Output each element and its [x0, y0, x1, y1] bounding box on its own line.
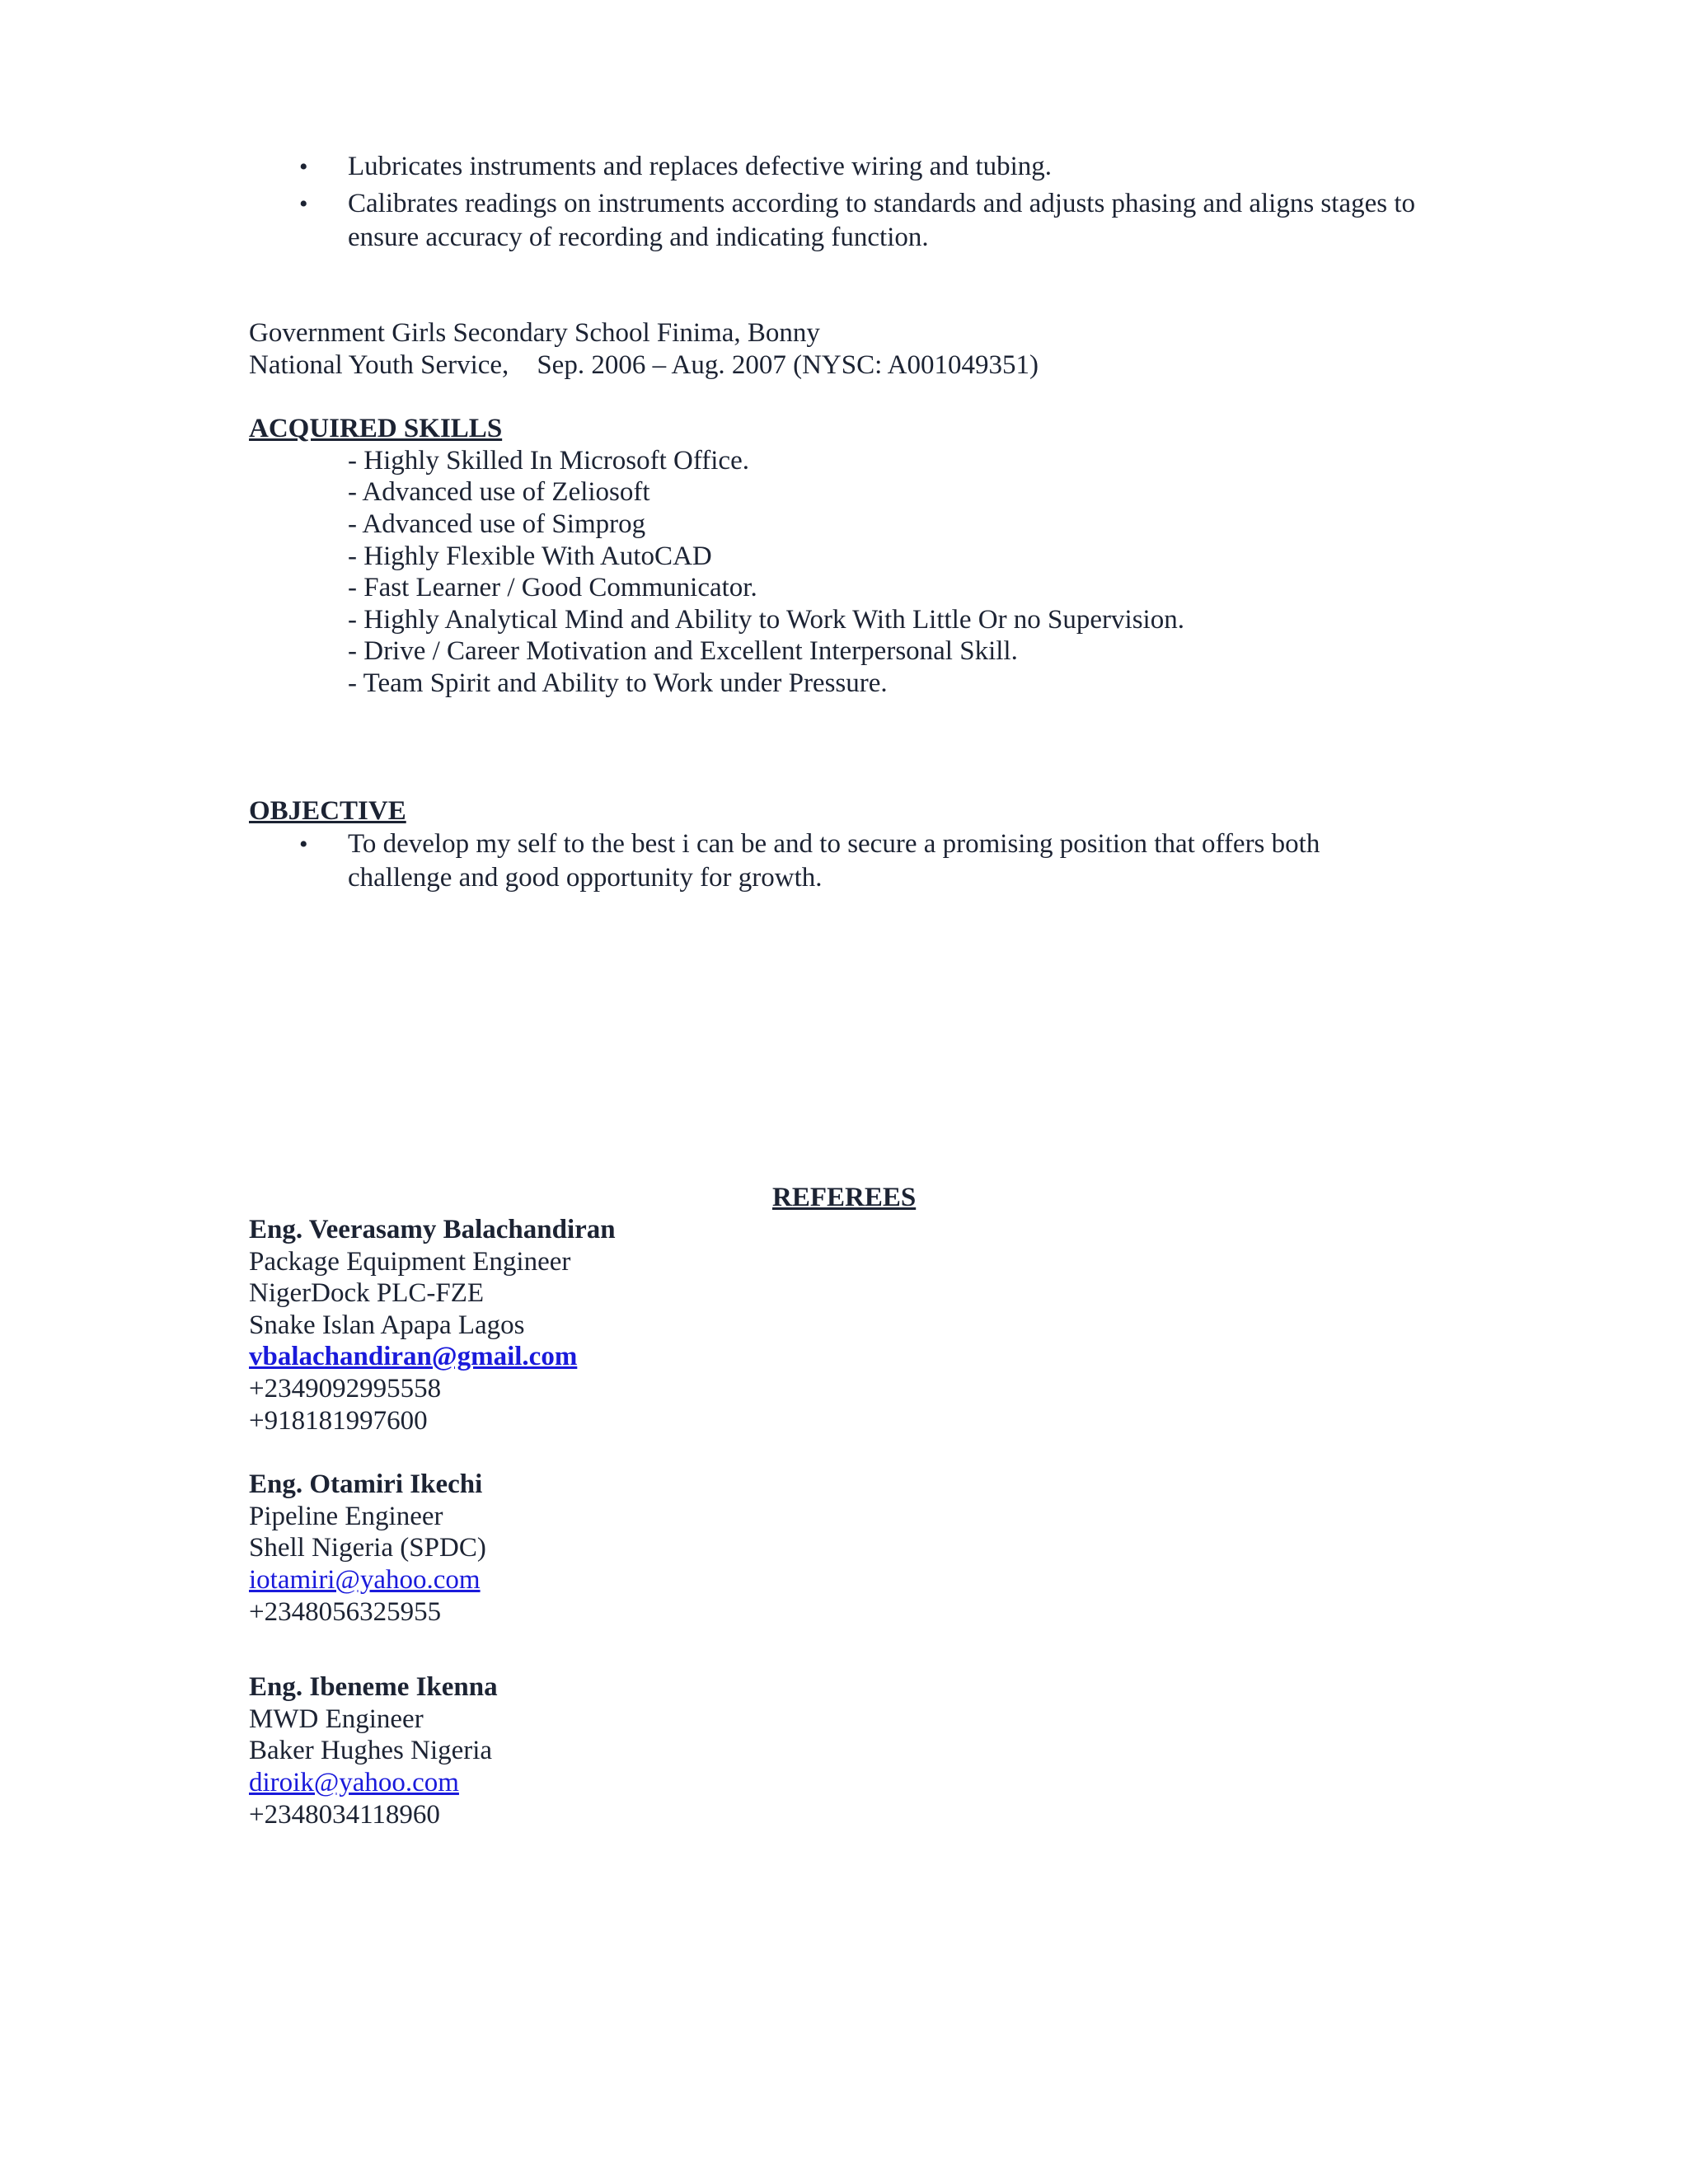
- referee-company: NigerDock PLC-FZE: [249, 1278, 485, 1308]
- skill-item: - Advanced use of Simprog: [348, 509, 646, 539]
- referee-email-link[interactable]: diroik@yahoo.com: [249, 1768, 459, 1797]
- skill-item: - Highly Analytical Mind and Ability to Work With Little Or no Supervision.: [348, 605, 1184, 635]
- referee-address: Snake Islan Apapa Lagos: [249, 1310, 525, 1340]
- bullet-icon: •: [299, 831, 308, 858]
- referee-phone: +2348056325955: [249, 1597, 442, 1627]
- referee-company: Shell Nigeria (SPDC): [249, 1533, 486, 1563]
- skills-heading: ACQUIRED SKILLS: [249, 414, 503, 443]
- referee-email-link[interactable]: iotamiri@yahoo.com: [249, 1565, 481, 1595]
- skill-item: - Drive / Career Motivation and Excellent Interpersonal Skill.: [348, 636, 1018, 666]
- nysc-service-label: National Youth Service,: [249, 350, 509, 380]
- referee-title: Package Equipment Engineer: [249, 1247, 571, 1277]
- objective-text: To develop my self to the best i can be and to secure a promising position that offers both: [348, 829, 1320, 859]
- skill-item: - Fast Learner / Good Communicator.: [348, 573, 757, 602]
- referee-company: Baker Hughes Nigeria: [249, 1736, 493, 1765]
- objective-heading: OBJECTIVE: [249, 796, 406, 826]
- nysc-service-period: Sep. 2006 – Aug. 2007 (NYSC: A001049351): [537, 350, 1039, 380]
- objective-text-continuation: challenge and good opportunity for growth.: [348, 863, 823, 893]
- referee-name: Eng. Ibeneme Ikenna: [249, 1672, 498, 1702]
- referee-phone: +2349092995558: [249, 1374, 442, 1404]
- bullet-icon: •: [299, 190, 308, 218]
- referee-phone: +2348034118960: [249, 1800, 440, 1830]
- skill-item: - Highly Flexible With AutoCAD: [348, 541, 712, 571]
- duty-item: Lubricates instruments and replaces defective wiring and tubing.: [348, 152, 1053, 181]
- duty-item-continuation: ensure accuracy of recording and indicating function.: [348, 223, 929, 252]
- skill-item: - Highly Skilled In Microsoft Office.: [348, 446, 749, 476]
- referee-email-link[interactable]: vbalachandiran@gmail.com: [249, 1342, 578, 1371]
- nysc-school: Government Girls Secondary School Finima, Bonny: [249, 318, 820, 348]
- skill-item: - Team Spirit and Ability to Work under Pressure.: [348, 668, 888, 698]
- referee-phone: +918181997600: [249, 1406, 428, 1436]
- referee-title: Pipeline Engineer: [249, 1502, 443, 1531]
- referee-name: Eng. Otamiri Ikechi: [249, 1469, 483, 1499]
- referees-heading: REFEREES: [772, 1183, 917, 1212]
- duty-item: Calibrates readings on instruments according to standards and adjusts phasing and aligns stages to: [348, 189, 1415, 218]
- referee-name: Eng. Veerasamy Balachandiran: [249, 1215, 616, 1244]
- bullet-icon: •: [299, 153, 308, 180]
- referee-title: MWD Engineer: [249, 1704, 424, 1734]
- skill-item: - Advanced use of Zeliosoft: [348, 477, 650, 507]
- nysc-service: [249, 349, 1039, 382]
